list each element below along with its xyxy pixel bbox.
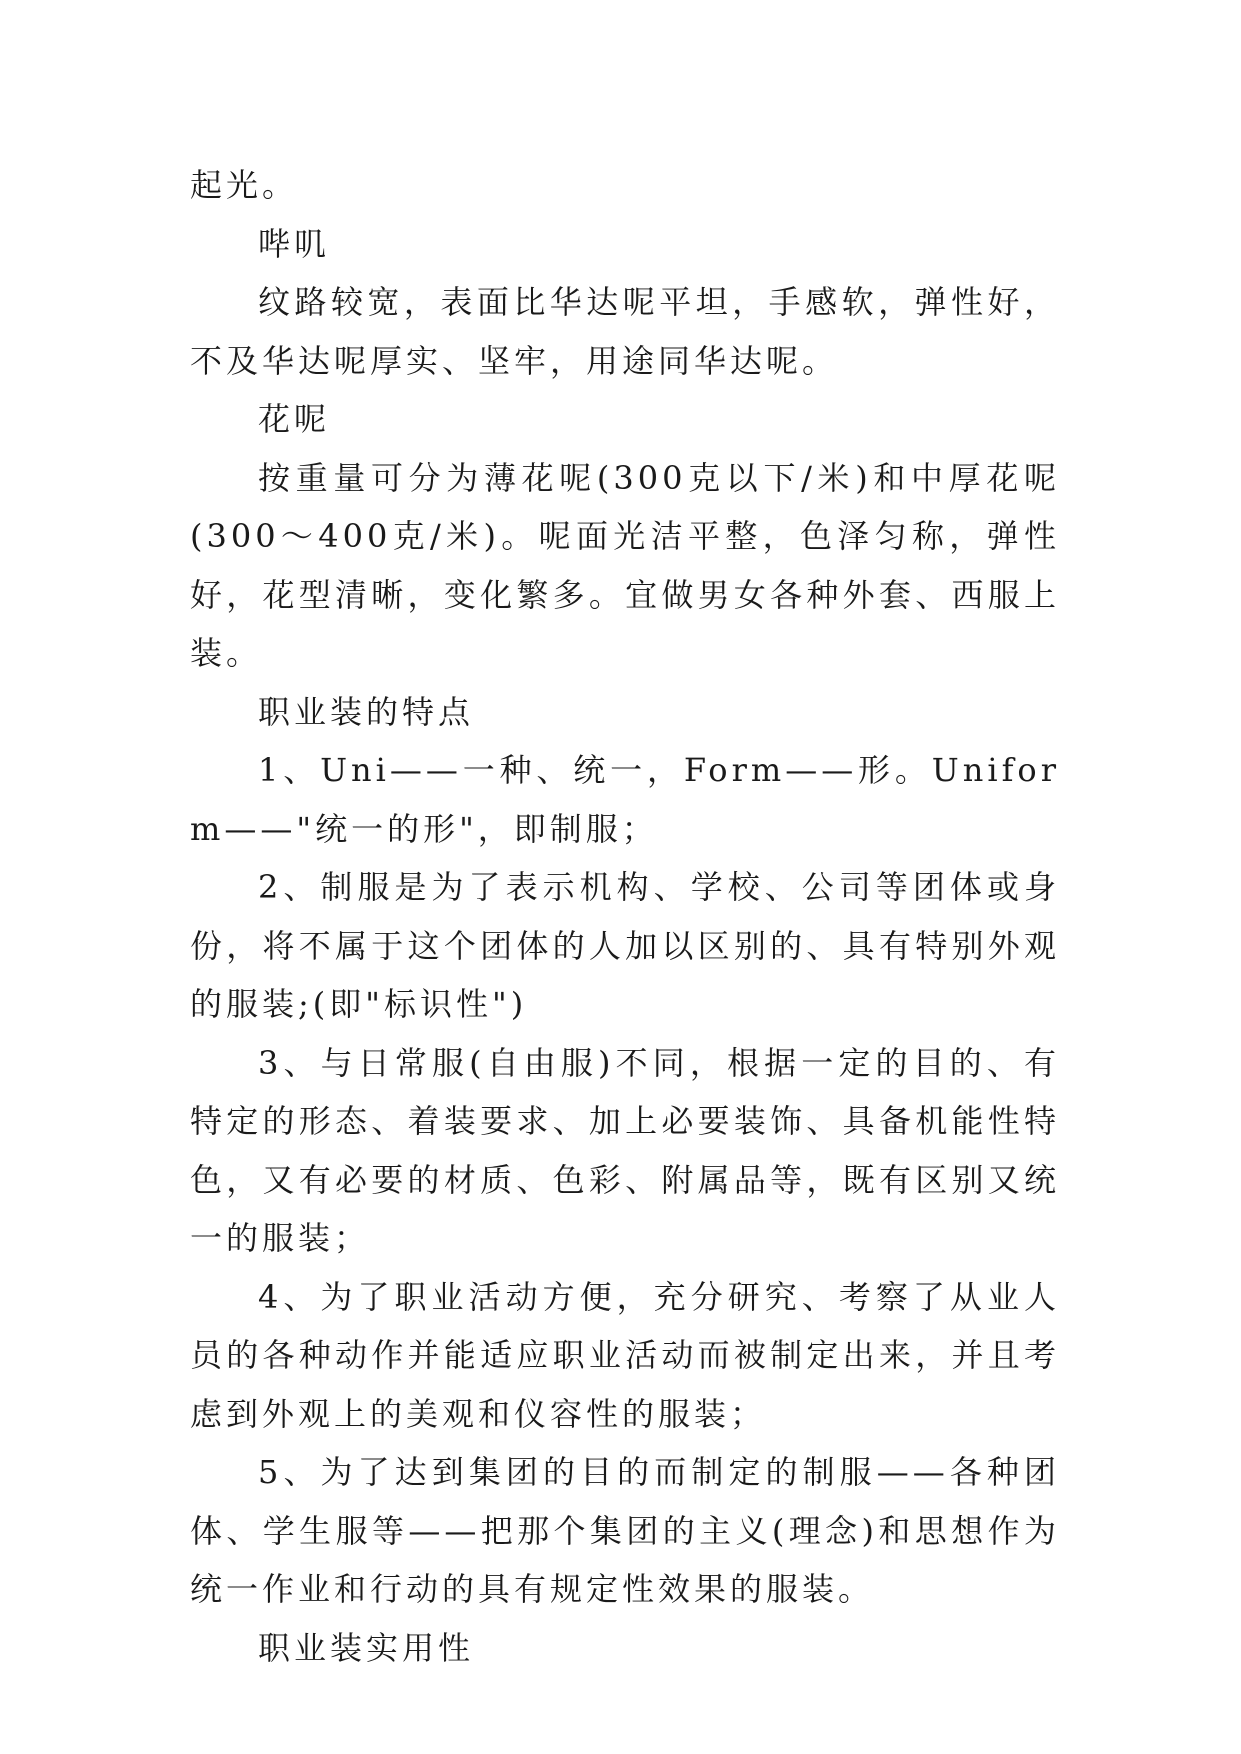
document-body <box>190 156 1060 1677</box>
list-item-3: 3、与日常服(自由服)不同，根据一定的目的、有特定的形态、着装要求、加上必要装饰、具备机能性特色，又有必要的材质、色彩、附属品等，既有区别又统一的服装； <box>190 1043 1060 1257</box>
paragraph-continuation: 起光。 <box>190 166 299 204</box>
list-item-4: 4、为了职业活动方便，充分研究、考察了从业人员的各种动作并能适应职业活动而被制定出来，并且考虑到外观上的美观和仪容性的服装； <box>190 1277 1060 1433</box>
heading-uniform-practicality: 职业装实用性 <box>258 1628 475 1667</box>
paragraph-serge: 纹路较宽，表面比华达呢平坦，手感软，弹性好，不及华达呢厚实、坚牢，用途同华达呢。 <box>190 283 1060 380</box>
list-item-5: 5、为了达到集团的目的而制定的制服——各种团体、学生服等——把那个集团的主义(理念)和思想作为统一作业和行动的具有规定性效果的服装。 <box>190 1453 1060 1608</box>
heading-uniform-features: 职业装的特点 <box>258 692 475 731</box>
list-item-2: 2、制服是为了表示机构、学校、公司等团体或身份，将不属于这个团体的人加以区别的、具有特别外观的服装;(即"标识性") <box>190 868 1060 1023</box>
heading-tweed: 花呢 <box>258 400 331 438</box>
heading-serge: 哔叽 <box>258 224 331 263</box>
list-item-1: 1、Uni——一种、统一，Form——形。Uniform——"统一的形"，即制服； <box>190 751 1060 848</box>
paragraph-tweed: 按重量可分为薄花呢(300克以下/米)和中厚花呢(300～400克/米)。呢面光洁平整，色泽匀称，弹性好，花型清晰，变化繁多。宜做男女各种外套、西服上装。 <box>190 458 1060 672</box>
